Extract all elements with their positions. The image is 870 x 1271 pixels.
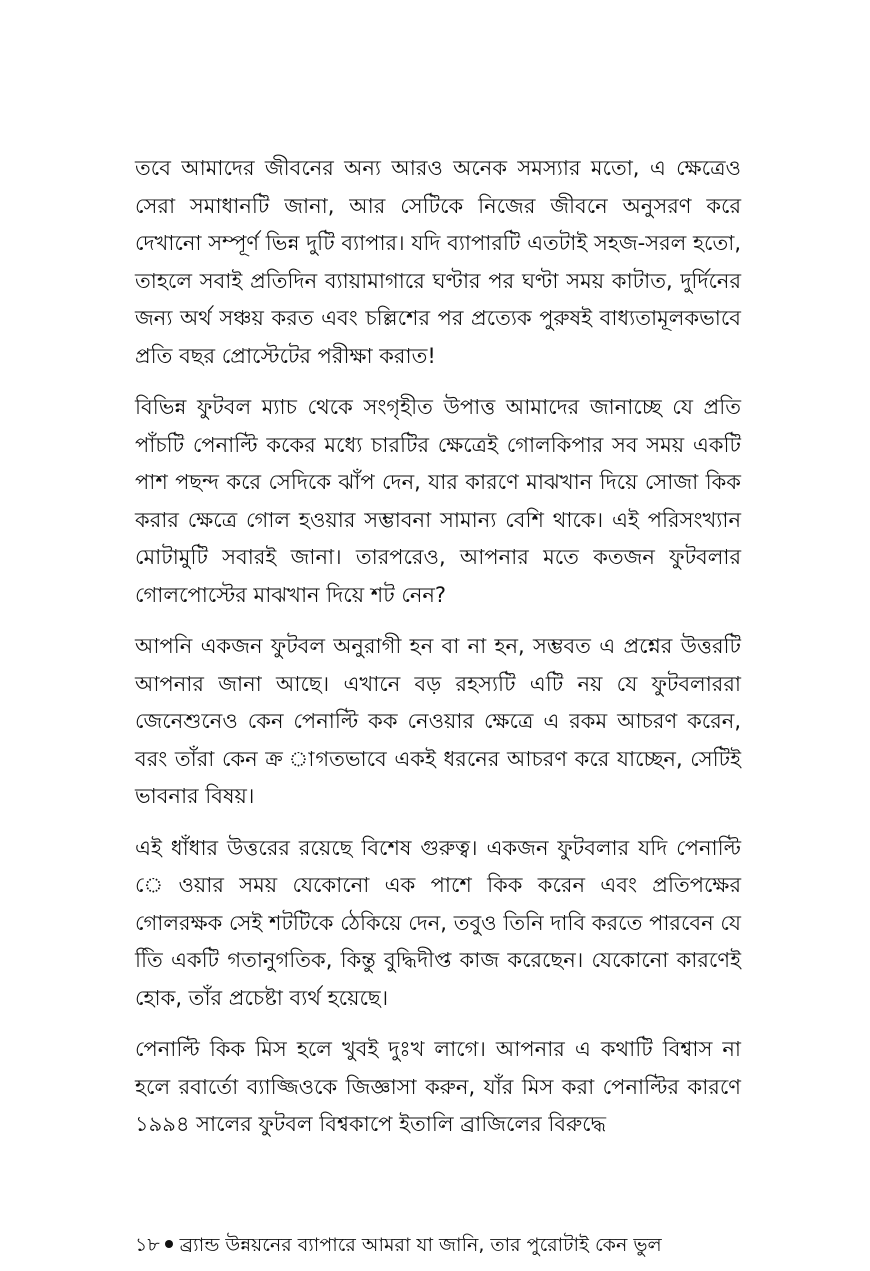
page-footer [135, 1228, 741, 1262]
paragraph-1: তবে আমাদের জীবনের অন্য আরও অনেক সমস্যার মতো, এ ক্ষেত্রেও সেরা সমাধানটি জানা, আর সেটিকে নিজের জীবনে অনুসরণ করে দেখানো সম্পূর্ণ ভিন্ন দুটি ব্যাপার। যদি ব্যাপারটি এতটাই সহজ-সরল হতো, তাহলে সবাই প্রতিদিন ব্যায়ামাগারে ঘণ্টার পর ঘণ্টা সময় কাটাত, দুর্দিনের জন্য অর্থ সঞ্চয় করত এবং চল্লিশের পর প্রত্যেক পুরুষই বাধ্যতামূলকভাবে প্রতি বছর প্রোস্টেটের পরীক্ষা করাত! [135, 156, 741, 368]
body-text [135, 150, 741, 1158]
paragraph-3: আপনি একজন ফুটবল অনুরাগী হন বা না হন, সম্ভবত এ প্রশ্নের উত্তরটি আপনার জানা আছে। এখানে বড় রহস্যটি এটি নয় যে ফুটবলাররা জেনেশুনেও কেন পেনাল্টি কক নেওয়ার ক্ষেত্রে এ রকম আচরণ করেন, বরং তাঁরা কেন ক্র াগতভাবে একই ধরনের আচরণ করে যাচ্ছেন, সেটিই ভাবনার বিষয়। [135, 634, 741, 808]
paragraph-4: এই ধাঁধার উত্তরের রয়েছে বিশেষ গুরুত্ব। একজন ফুটবলার যদি পেনাল্টি ে ওয়ার সময় যেকোনো এক পাশে কিক করেন এবং প্রতিপক্ষের গোলরক্ষক সেই শটটিকে ঠেকিয়ে দেন, তবুও তিনি দাবি করতে পারবেন যে তিি একটি গতানুগতিক, কিন্তু বুদ্ধিদীপ্ত কাজ করেছেন। যেকোনো কারণেই হোক, তাঁর প্রচেষ্টা ব্যর্থ হয়েছে। [135, 835, 741, 1010]
paragraph-2: বিভিন্ন ফুটবল ম্যাচ থেকে সংগৃহীত উপাত্ত আমাদের জানাচ্ছে যে প্রতি পাঁচটি পেনাল্টি ককের মধ্যে চারটির ক্ষেত্রেই গোলকিপার সব সময় একটি পাশ পছন্দ করে সেদিকে ঝাঁপ দেন, যার কারণে মাঝখান দিয়ে সোজা কিক করার ক্ষেত্রে গোল হওয়ার সম্ভাবনা সামান্য বেশি থাকে। এই পরিসংখ্যান মোটামুটি সবারই জানা। তারপরেও, আপনার মতে কতজন ফুটবলার গোলপোস্টের মাঝখান দিয়ে শট নেন? [135, 395, 741, 607]
running-title: ব্র্যান্ড উন্নয়নের ব্যাপারে আমরা যা জানি, তার পুরোটাই কেন ভুল [179, 1234, 662, 1256]
paragraph-5: পেনাল্টি কিক মিস হলে খুবই দুঃখ লাগে। আপনার এ কথাটি বিশ্বাস না হলে রবার্তো ব্যাজ্জিওকে জিজ্ঞাসা করুন, যাঁর মিস করা পেনাল্টির কারণে ১৯৯৪ সালের ফুটবল বিশ্বকাপে ইতালি ব্রাজিলের বিরুদ্ধে [135, 1037, 741, 1136]
page-number: ১৮ [135, 1234, 160, 1256]
bullet-separator-icon [165, 1240, 173, 1248]
